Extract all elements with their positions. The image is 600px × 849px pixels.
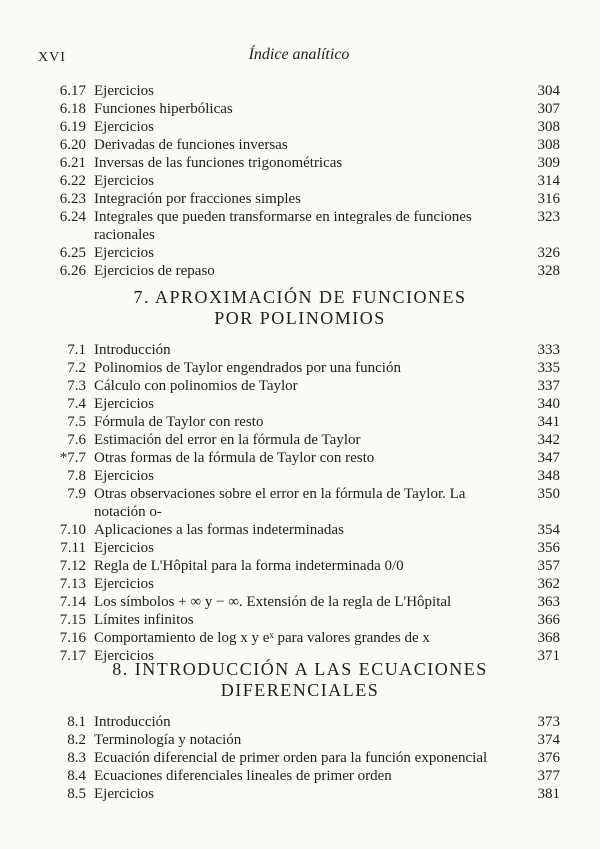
- toc-entry-number: 7.3: [67, 378, 86, 394]
- toc-entry-number: 7.12: [59, 558, 86, 574]
- toc-entry-title: Fórmula de Taylor con resto: [94, 414, 264, 430]
- toc-entry-title: Los símbolos + ∞ y − ∞. Extensión de la regla de L'Hôpital: [94, 594, 452, 610]
- toc-entry-number: 6.17: [59, 83, 86, 99]
- toc-entry-number: 6.25: [59, 245, 86, 261]
- toc-entry-title: Ejercicios: [94, 119, 154, 135]
- toc-entry-title: Ejercicios: [94, 648, 154, 664]
- toc-entry-number: 8.1: [67, 714, 86, 730]
- toc-entry-number: 8.3: [67, 750, 86, 766]
- toc-entry-page: 376: [537, 750, 560, 766]
- toc-entry-number: 8.2: [67, 732, 86, 748]
- toc-entry-number: 6.18: [59, 101, 86, 117]
- toc-entry-page: 307: [537, 101, 560, 117]
- toc-entry: [40, 190, 560, 208]
- toc-entry-page: 323: [537, 209, 560, 225]
- toc-entry-title: Ejercicios: [94, 245, 154, 261]
- toc-entry-page: 362: [537, 576, 560, 592]
- toc-entry: [40, 521, 560, 539]
- toc-entry-page: 308: [537, 137, 560, 153]
- toc-entry: [40, 449, 560, 467]
- toc-entry-page: 348: [537, 468, 560, 484]
- toc-entry-page: 309: [537, 155, 560, 171]
- toc-entry-page: 374: [537, 732, 560, 748]
- toc-entry-number: 6.26: [59, 263, 86, 279]
- toc-entry: [40, 377, 560, 395]
- toc-entry-number: 7.11: [60, 540, 86, 556]
- toc-entry-number: 7.15: [59, 612, 86, 628]
- toc-entry-page: 363: [537, 594, 560, 610]
- toc-entry: [40, 749, 560, 767]
- toc-entry-title: Otras formas de la fórmula de Taylor con resto: [94, 450, 375, 466]
- toc-entry: [40, 395, 560, 413]
- toc-entry-page: 335: [537, 360, 560, 376]
- toc-entry-page: 308: [537, 119, 560, 135]
- toc-entry-title: Ejercicios: [94, 83, 154, 99]
- toc-entry-title: Ejercicios: [94, 173, 154, 189]
- toc-entry-title: Integrales que pueden transformarse en integrales de funciones racionales: [94, 209, 472, 243]
- toc-entry-number: 7.1: [67, 342, 86, 358]
- toc-entry-page: 347: [537, 450, 560, 466]
- toc-entry-number: 7.10: [59, 522, 86, 538]
- toc-entry: [40, 118, 560, 136]
- toc-entry-title: Polinomios de Taylor engendrados por una función: [94, 360, 401, 376]
- toc-entry: [40, 431, 560, 449]
- chapter-7-heading: [40, 287, 560, 329]
- toc-entry-number: 7.13: [59, 576, 86, 592]
- toc-entry-number: *7.7: [59, 450, 86, 466]
- toc-entry-title: Ejercicios: [94, 468, 154, 484]
- toc-entry-title: Cálculo con polinomios de Taylor: [94, 378, 298, 394]
- toc-entry-title: Aplicaciones a las formas indeterminadas: [94, 522, 344, 538]
- toc-entry-number: 6.21: [59, 155, 86, 171]
- toc-entry-number: 7.2: [67, 360, 86, 376]
- toc-entry-number: 8.4: [67, 768, 86, 784]
- toc-entry-title: Funciones hiperbólicas: [94, 101, 233, 117]
- toc-entry-number: 6.22: [59, 173, 86, 189]
- toc-entry: [40, 785, 560, 803]
- toc-entry-page: 342: [537, 432, 560, 448]
- toc-chapter-8-entries: [40, 713, 560, 803]
- toc-entry-number: 7.4: [67, 396, 86, 412]
- toc-entry-page: 304: [537, 83, 560, 99]
- toc-entry-title: Introducción: [94, 342, 171, 358]
- toc-entry-number: 7.14: [59, 594, 86, 610]
- toc-entry-number: 7.17: [59, 648, 86, 664]
- toc-entry-title: Otras observaciones sobre el error en la fórmula de Taylor. La notación o-: [94, 486, 466, 520]
- toc-entry-title: Ejercicios: [94, 576, 154, 592]
- toc-entry-number: 6.19: [59, 119, 86, 135]
- toc-entry-page: 368: [537, 630, 560, 646]
- toc-entry-number: 6.24: [59, 209, 86, 225]
- chapter-8-heading: [40, 659, 560, 701]
- toc-entry: [40, 172, 560, 190]
- toc-entry-number: 7.5: [67, 414, 86, 430]
- toc-entry-title: Derivadas de funciones inversas: [94, 137, 288, 153]
- toc-entry-number: 7.6: [67, 432, 86, 448]
- toc-entry-page: 350: [537, 486, 560, 502]
- toc-entry: [40, 767, 560, 785]
- toc-entry-title: Ejercicios: [94, 396, 154, 412]
- toc-entry-number: 7.8: [67, 468, 86, 484]
- toc-entry-title: Comportamiento de log x y eˣ para valores grandes de x: [94, 630, 430, 646]
- chapter-7-title-line2: POR POLINOMIOS: [214, 308, 386, 328]
- toc-entry: [40, 82, 560, 100]
- toc-entry-number: 7.9: [67, 486, 86, 502]
- toc-chapter-7-entries: [40, 341, 560, 665]
- toc-entry: [40, 136, 560, 154]
- toc-entry-page: 328: [537, 263, 560, 279]
- toc-entry-number: 6.20: [59, 137, 86, 153]
- toc-entry-title: Ejercicios: [94, 786, 154, 802]
- toc-entry-title: Integración por fracciones simples: [94, 191, 302, 207]
- toc-entry-page: 357: [537, 558, 560, 574]
- toc-entry-title: Terminología y notación: [94, 732, 242, 748]
- toc-entry: [40, 154, 560, 172]
- toc-entry-title: Ecuaciones diferenciales lineales de primer orden: [94, 768, 392, 784]
- chapter-7-title-line1: 7. APROXIMACIÓN DE FUNCIONES: [133, 287, 467, 307]
- toc-entry-title: Regla de L'Hôpital para la forma indeterminada 0/0: [94, 558, 404, 574]
- toc-entry-number: 7.16: [59, 630, 86, 646]
- toc-entry-title: Ejercicios de repaso: [94, 263, 215, 279]
- toc-chapter-6-entries: [40, 82, 560, 280]
- toc-entry-page: 366: [537, 612, 560, 628]
- toc-entry: [40, 467, 560, 485]
- toc-entry-title: Estimación del error en la fórmula de Taylor: [94, 432, 361, 448]
- running-head: Índice analítico: [248, 46, 350, 63]
- toc-entry-title: Introducción: [94, 714, 171, 730]
- toc-entry-page: 337: [537, 378, 560, 394]
- toc-entry-page: 316: [537, 191, 560, 207]
- toc-entry-page: 326: [537, 245, 560, 261]
- toc-entry-page: 354: [537, 522, 560, 538]
- toc-entry-number: 6.23: [59, 191, 86, 207]
- toc-entry: [40, 629, 560, 647]
- toc-entry-number: 8.5: [67, 786, 86, 802]
- page-header: [38, 46, 560, 70]
- toc-entry-page: 356: [537, 540, 560, 556]
- toc-entry-title: Límites infinitos: [94, 612, 194, 628]
- chapter-8-title-line2: DIFERENCIALES: [220, 680, 380, 700]
- toc-entry-page: 377: [537, 768, 560, 784]
- toc-entry-page: 371: [537, 648, 560, 664]
- toc-entry: [40, 341, 560, 359]
- toc-entry: [40, 557, 560, 575]
- toc-entry: [40, 575, 560, 593]
- toc-entry-title: Ecuación diferencial de primer orden para la función exponencial: [94, 750, 488, 766]
- toc-entry-title: Ejercicios: [94, 540, 154, 556]
- toc-entry: [40, 100, 560, 118]
- toc-entry-page: 373: [537, 714, 560, 730]
- toc-entry: [40, 413, 560, 431]
- toc-entry: [40, 359, 560, 377]
- page-number: XVI: [38, 50, 66, 65]
- toc-entry-page: 340: [537, 396, 560, 412]
- toc-entry: [40, 593, 560, 611]
- toc-entry-page: 314: [537, 173, 560, 189]
- toc-entry: [40, 731, 560, 749]
- toc-entry: [40, 713, 560, 731]
- toc-entry-page: 333: [537, 342, 560, 358]
- toc-entry: [40, 611, 560, 629]
- toc-entry: [40, 539, 560, 557]
- toc-entry: [40, 244, 560, 262]
- chapter-8-title-line1: 8. INTRODUCCIÓN A LAS ECUACIONES: [112, 659, 488, 679]
- toc-entry: [40, 485, 560, 521]
- toc-entry: [40, 208, 560, 244]
- toc-entry-page: 341: [537, 414, 560, 430]
- toc-entry-page: 381: [537, 786, 560, 802]
- toc-entry-title: Inversas de las funciones trigonométricas: [94, 155, 343, 171]
- toc-entry: [40, 262, 560, 280]
